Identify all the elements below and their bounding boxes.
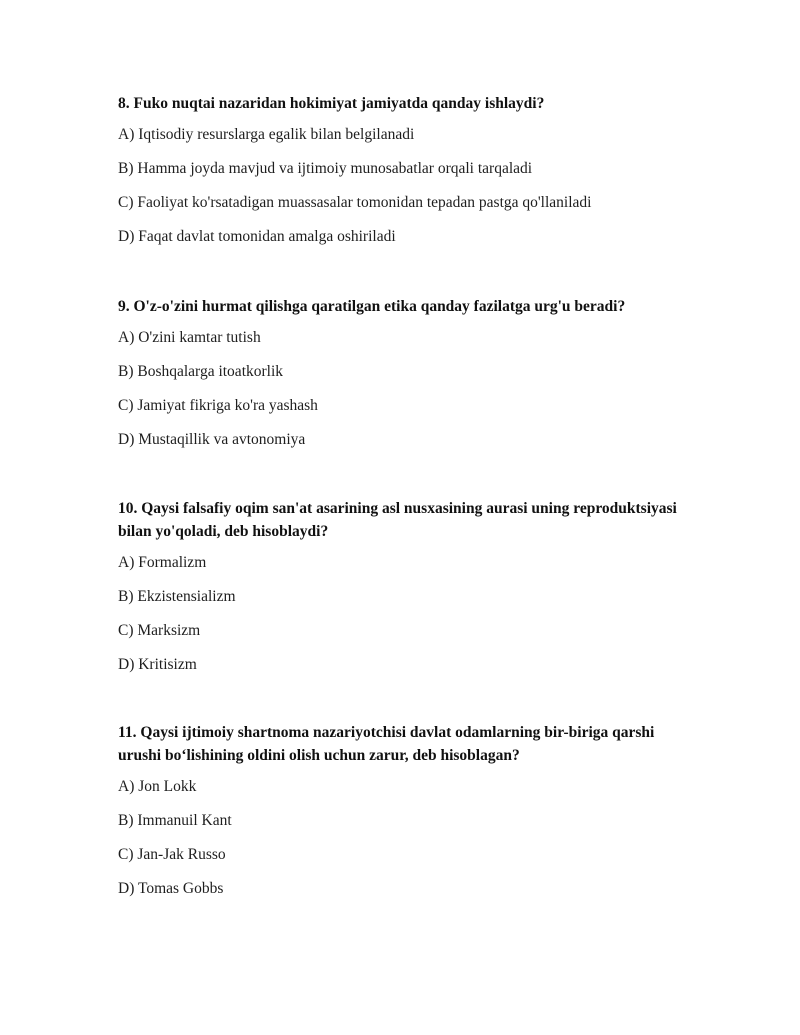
option-b: B) Hamma joyda mavjud va ijtimoiy munosabatlar orqali tarqaladi	[118, 160, 533, 177]
option-d: D) Mustaqillik va avtonomiya	[118, 431, 306, 448]
option-c: C) Marksizm	[118, 622, 201, 639]
option-d: D) Kritisizm	[118, 656, 197, 673]
option-a: A) Iqtisodiy resurslarga egalik bilan belgilanadi	[118, 126, 415, 143]
question-text: 11. Qaysi ijtimoiy shartnoma nazariyotchisi davlat odamlarning bir-biriga qarshi urushi boʻlishining oldini olish uchun zarur, deb hisoblagan?	[118, 724, 655, 764]
question-10	[118, 497, 698, 689]
question-text: 8. Fuko nuqtai nazaridan hokimiyat jamiyatda qanday ishlaydi?	[118, 95, 545, 112]
option-b: B) Immanuil Kant	[118, 812, 232, 829]
question-8	[118, 92, 698, 261]
option-b: B) Boshqalarga itoatkorlik	[118, 363, 284, 380]
option-a: A) O'zini kamtar tutish	[118, 329, 261, 346]
option-a: A) Jon Lokk	[118, 778, 197, 795]
question-text: 9. O'z-o'zini hurmat qilishga qaratilgan etika qanday fazilatga urg'u beradi?	[118, 298, 626, 315]
option-d: D) Faqat davlat tomonidan amalga oshiriladi	[118, 228, 396, 245]
question-11	[118, 721, 698, 913]
option-a: A) Formalizm	[118, 554, 207, 571]
option-c: C) Faoliyat ko'rsatadigan muassasalar tomonidan tepadan pastga qo'llaniladi	[118, 194, 592, 211]
option-b: B) Ekzistensializm	[118, 588, 236, 605]
option-c: C) Jan-Jak Russo	[118, 846, 226, 863]
option-c: C) Jamiyat fikriga ko'ra yashash	[118, 397, 318, 414]
question-9	[118, 295, 698, 464]
option-d: D) Tomas Gobbs	[118, 880, 224, 897]
question-text: 10. Qaysi falsafiy oqim san'at asarining asl nusxasining aurasi uning reproduktsiyasi bilan yo'qoladi, deb hisoblaydi?	[118, 500, 677, 540]
